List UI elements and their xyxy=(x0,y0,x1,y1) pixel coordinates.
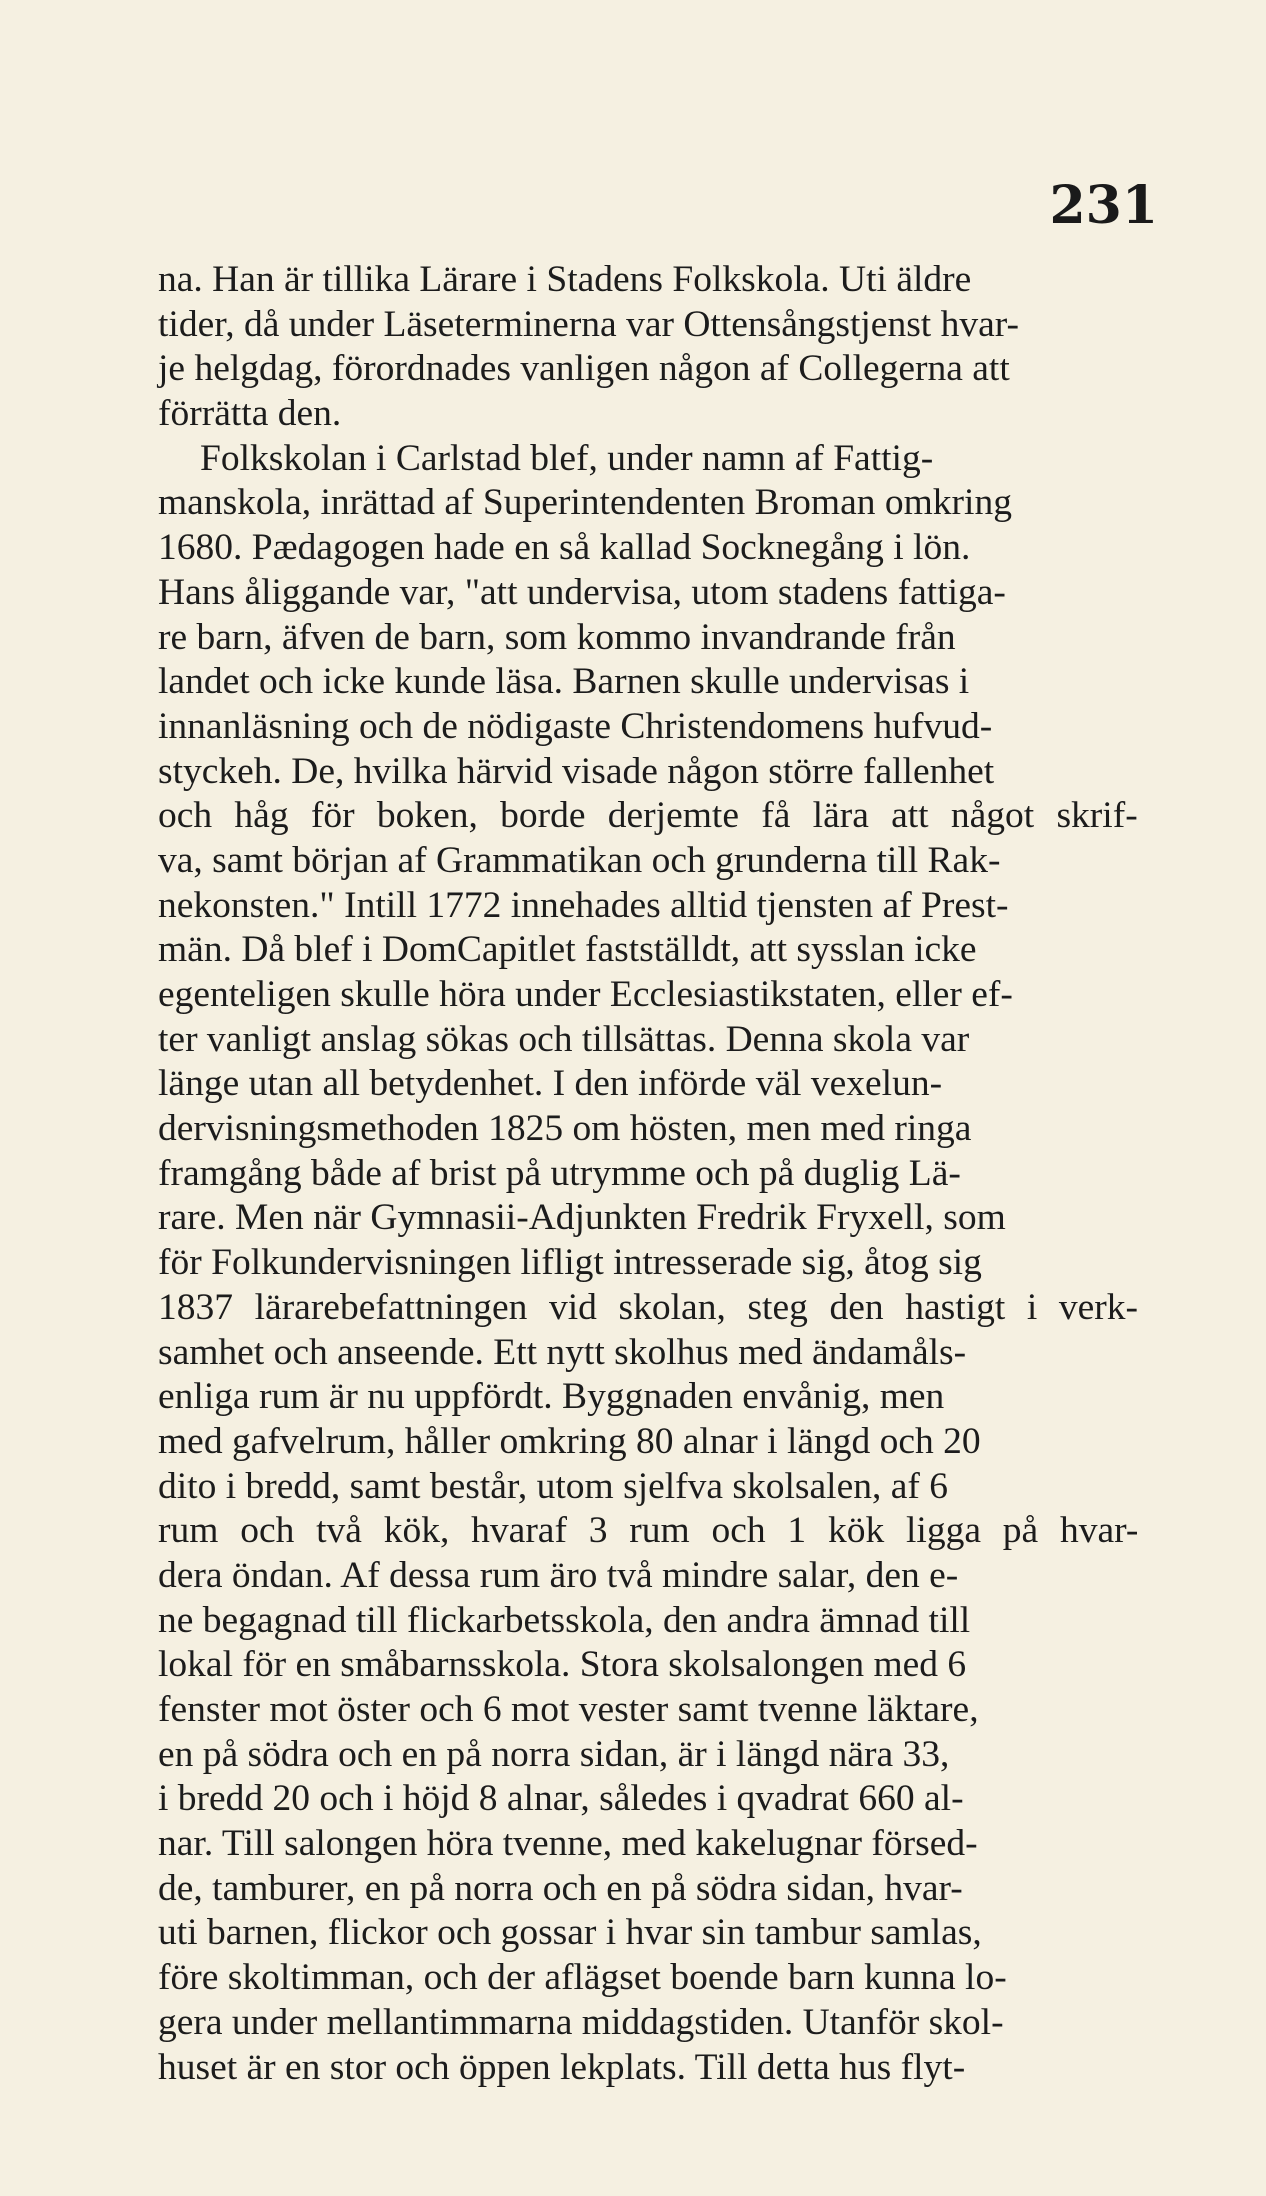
page-number: 231 xyxy=(1049,175,1158,236)
text-line: 1837 lärarebefattningen vid skolan, steg den hastigt i verk- xyxy=(158,1286,1139,1328)
text-line: en på södra och en på norra sidan, är i längd nära 33, xyxy=(158,1733,950,1775)
text-line: je helgdag, förordnades vanligen någon af Collegerna att xyxy=(158,348,1010,390)
text-line: ter vanligt anslag sökas och tillsättas. Denna skola var xyxy=(158,1018,970,1060)
text-line: nekonsten." Intill 1772 innehades alltid tjensten af Prest- xyxy=(158,884,1009,926)
text-line: för Folkundervisningen lifligt intresserade sig, åtog sig xyxy=(158,1242,982,1284)
text-line: rum och två kök, hvaraf 3 rum och 1 kök ligga på hvar- xyxy=(158,1510,1139,1552)
text-line: ne begagnad till flickarbetsskola, den andra ämnad till xyxy=(158,1599,971,1641)
text-line: uti barnen, flickor och gossar i hvar sin tambur samlas, xyxy=(158,1912,982,1954)
text-line: män. Då blef i DomCapitlet fastställdt, att sysslan icke xyxy=(158,929,977,971)
text-line: dervisningsmethoden 1825 om hösten, men med ringa xyxy=(158,1108,972,1150)
text-line: na. Han är tillika Lärare i Stadens Folkskola. Uti äldre xyxy=(158,259,972,300)
text-line: dito i bredd, samt består, utom sjelfva skolsalen, af 6 xyxy=(158,1465,948,1507)
text-line: re barn, äfven de barn, som kommo invandrande från xyxy=(158,616,956,658)
text-line: manskola, inrättad af Superintendenten Broman omkring xyxy=(158,482,1012,524)
text-line: och håg för boken, borde derjemte få lära att något skrif- xyxy=(158,795,1138,837)
text-line: Folkskolan i Carlstad blef, under namn af Fattig- xyxy=(200,437,934,479)
text-line: enliga rum är nu uppfördt. Byggnaden envånig, men xyxy=(158,1376,945,1418)
text-line: samhet och anseende. Ett nytt skolhus med ändamåls- xyxy=(158,1331,967,1373)
text-line: före skoltimman, och der aflägset boende barn kunna lo- xyxy=(158,1957,1007,1999)
text-line: huset är en stor och öppen lekplats. Till detta hus flyt- xyxy=(158,2046,966,2088)
text-line: fenster mot öster och 6 mot vester samt tvenne läktare, xyxy=(158,1689,979,1730)
text-line: i bredd 20 och i höjd 8 alnar, således i qvadrat 660 al- xyxy=(158,1778,964,1820)
text-line: egenteligen skulle höra under Ecclesiastikstaten, eller ef- xyxy=(158,974,1013,1015)
text-line: med gafvelrum, håller omkring 80 alnar i längd och 20 xyxy=(158,1420,981,1462)
text-line: landet och icke kunde läsa. Barnen skulle undervisas i xyxy=(158,661,970,703)
text-line: gera under mellantimmarna middagstiden. Utanför skol- xyxy=(158,2001,1004,2043)
text-line: Hans åliggande var, "att undervisa, utom stadens fattiga- xyxy=(158,571,1006,613)
text-line: nar. Till salongen höra tvenne, med kakelugnar försed- xyxy=(158,1823,978,1865)
text-line: tider, då under Läseterminerna var Ottensångstjenst hvar- xyxy=(158,303,1019,345)
text-line: lokal för en småbarnsskola. Stora skolsalongen med 6 xyxy=(158,1644,967,1686)
text-line: rare. Men när Gymnasii-Adjunkten Fredrik Fryxell, som xyxy=(158,1197,1006,1239)
text-line: va, samt början af Grammatikan och grunderna till Rak- xyxy=(158,839,1001,881)
text-line: dera öndan. Af dessa rum äro två mindre salar, den e- xyxy=(158,1554,959,1596)
text-line: styckeh. De, hvilka härvid visade någon större fallenhet xyxy=(158,750,995,792)
text-line: 1680. Pædagogen hade en så kallad Socknegång i lön. xyxy=(158,527,971,569)
body-text xyxy=(158,258,1138,2090)
text-line: länge utan all betydenhet. I den införde väl vexelun- xyxy=(158,1063,943,1105)
text-line: framgång både af brist på utrymme och på duglig Lä- xyxy=(158,1152,961,1194)
text-line: innanläsning och de nödigaste Christendomens hufvud- xyxy=(158,705,993,747)
text-line: förrätta den. xyxy=(158,393,342,435)
text-line: de, tamburer, en på norra och en på södra sidan, hvar- xyxy=(158,1867,963,1909)
